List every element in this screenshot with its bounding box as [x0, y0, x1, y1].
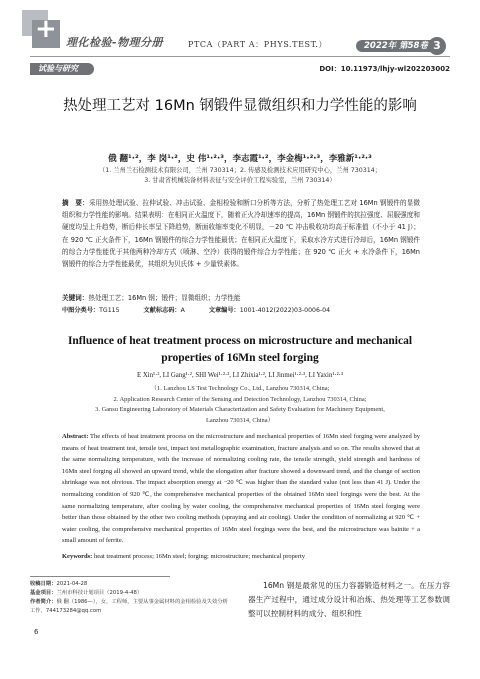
document-code: 文献标志码：A	[143, 307, 185, 314]
footnote-funding: 基金项目：兰州市科技计划项目（2019-4-48）	[30, 590, 143, 596]
page-number: 6	[34, 628, 39, 636]
header-rule	[30, 56, 450, 57]
doi: DOI：10.11973/lhjy-wl202203002	[319, 65, 450, 73]
title-cn: 热处理工艺对 16Mn 钢锻件显微组织和力学性能的影响	[63, 98, 417, 114]
keywords-cn	[62, 292, 420, 302]
abstract-en	[62, 431, 420, 547]
keywords-cn-text: 热处理工艺；16Mn 钢；锻件；显微组织；力学性能	[88, 294, 241, 302]
abstract-en-label: Abstract:	[62, 433, 89, 440]
journal-name-cn: 理化检验-物理分册	[66, 36, 164, 49]
article-number: 文章编号：1001-4012(2022)03-0006-04	[208, 307, 331, 314]
abstract-cn	[62, 197, 420, 270]
section-tag: 试验与研究	[30, 63, 94, 75]
year-volume-tag: 2022年 第58卷	[356, 40, 432, 52]
journal-logo: +	[22, 10, 62, 50]
affiliations-cn	[50, 166, 430, 186]
affiliations-en	[50, 384, 430, 426]
authors-en: E Xin¹·², LI Gang¹·², SHI Wei¹·²·³, LI Zhixia¹·², LI Jinmei¹·²·³, LI Yaxin¹·²·³	[136, 372, 343, 379]
affiliation-line: （1. Lanzhou LS Test Technology Co., Ltd., Lanzhou 730314, China;	[150, 385, 330, 392]
keywords-cn-label: 关键词：	[62, 294, 89, 302]
body-text-intro: 16Mn 钢是最常见的压力容器锻造材料之一。在压力容器生产过程中，通过成分设计和冶炼、热处理等工艺参数调整可以控制材料的成分、组织和性	[248, 581, 450, 618]
clc-number: 中图分类号：TG115	[62, 307, 120, 314]
affiliation-line: 3. 甘肃省机械装备材料表征与安全评价工程实验室，兰州 730314）	[144, 177, 336, 184]
affiliation-line: Lanzhou 730314, China）	[206, 416, 274, 424]
affiliation-line: 3. Gansu Engineering Laboratory of Materials Characterization and Safety Evaluation for Machinery Equipment,	[95, 406, 385, 413]
abstract-cn-text: 采用热处理试验、拉伸试验、冲击试验、金相检验和断口分析等方法，分析了热处理工艺对 16Mn 钢锻件的显微组织和力学性能的影响。结果表明：在相同正火温度下，随着正火冷却速率的提高，16Mn 钢锻件的抗拉强度、屈服强度和硬度均呈上升趋势，断后伸长率呈下降趋势，断面收缩率变化不明显，－20 ℃ 冲击吸收功均高于标准值（不小于 41 J）；在 920 ℃ 正火条件下，16Mn 钢锻件的综合力学性能最优；在相同正火温度下，采取水冷方式进行冷却后，16Mn 钢锻件的综合力学性能优于其他两种冷却方式（喷淋、空冷）获得的锻件综合力学性能；在 920 ℃ 正火 + 水冷条件下，16Mn 钢锻件的综合力学性能最优，其组织为贝氏体 + 少量铁素体。	[62, 199, 421, 269]
authors-cn: 俄 翻¹·²，李 岗¹·²，史 伟¹·²·³，李志霞¹·²，李金梅¹·²·³，李雅新¹·²·³	[108, 154, 372, 164]
abstract-en-text: The effects of heat treatment process on the microstructure and mechanical properties of 16Mn steel forging were analyzed by means of heat treatment test, tensile test, impact test metallographic examination, fracture analysis and so on. The results showed that at the same normalizing temperature, with the increase of normalizing cooling rate, the tensile strength, yield strength and hardness of 16Mn steel forging all showed an upward trend, while the elongation after fracture showed a downward trend, and the change of section shrinkage was not obvious. The impact absorption energy at −20 ℃ was higher than the standard value (not less than 41 J). Under the normalizing condition of 920 ℃, the comprehensive mechanical properties of the obtained 16Mn steel forgings were the best. At the same normalizing temperature, after cooling by water cooling, the comprehensive mechanical properties of 16Mn steel forging were better than those obtained by the other two cooling methods (spraying and air cooling). Under the condition of normalizing at 920 ℃ + water cooling, the comprehensive mechanical properties of 16Mn steel forgings were the best, and the microstructure was bainite + a small amount of ferrite.	[62, 433, 420, 545]
issue-number: 3	[428, 37, 446, 55]
abstract-cn-label: 摘 要：	[62, 199, 89, 207]
classification-meta	[62, 305, 420, 314]
journal-name-en: PTCA（PART A：PHYS.TEST.）	[188, 40, 328, 49]
journal-header	[0, 0, 480, 58]
footnote-received: 收稿日期：2021-04-28	[30, 581, 88, 587]
keywords-en-text: heat treatment process; 16Mn steel; forging; microstructure; mechanical property	[93, 553, 306, 560]
title-en: Influence of heat treatment process on microstructure and mechanical properties of 16Mn steel forging	[67, 335, 413, 364]
keywords-en	[62, 553, 420, 560]
footnote-rule	[30, 576, 170, 577]
footnotes	[30, 580, 230, 616]
keywords-en-label: Keywords:	[62, 553, 93, 560]
affiliation-line: （1. 兰州兰石检测技术有限公司，兰州 730314；2. 传感及检测技术应用研究中心，兰州 730314；	[98, 167, 382, 174]
affiliation-line: 2. Application Research Center of the Sensing and Detection Technology, Lanzhou 730314, China;	[113, 395, 367, 403]
footnote-author-bio: 作者简介：俄 翻（1986—），女，工程师，主要从事金属材料的金相检验及失效分析工作，744173284@qq.com	[30, 599, 228, 614]
